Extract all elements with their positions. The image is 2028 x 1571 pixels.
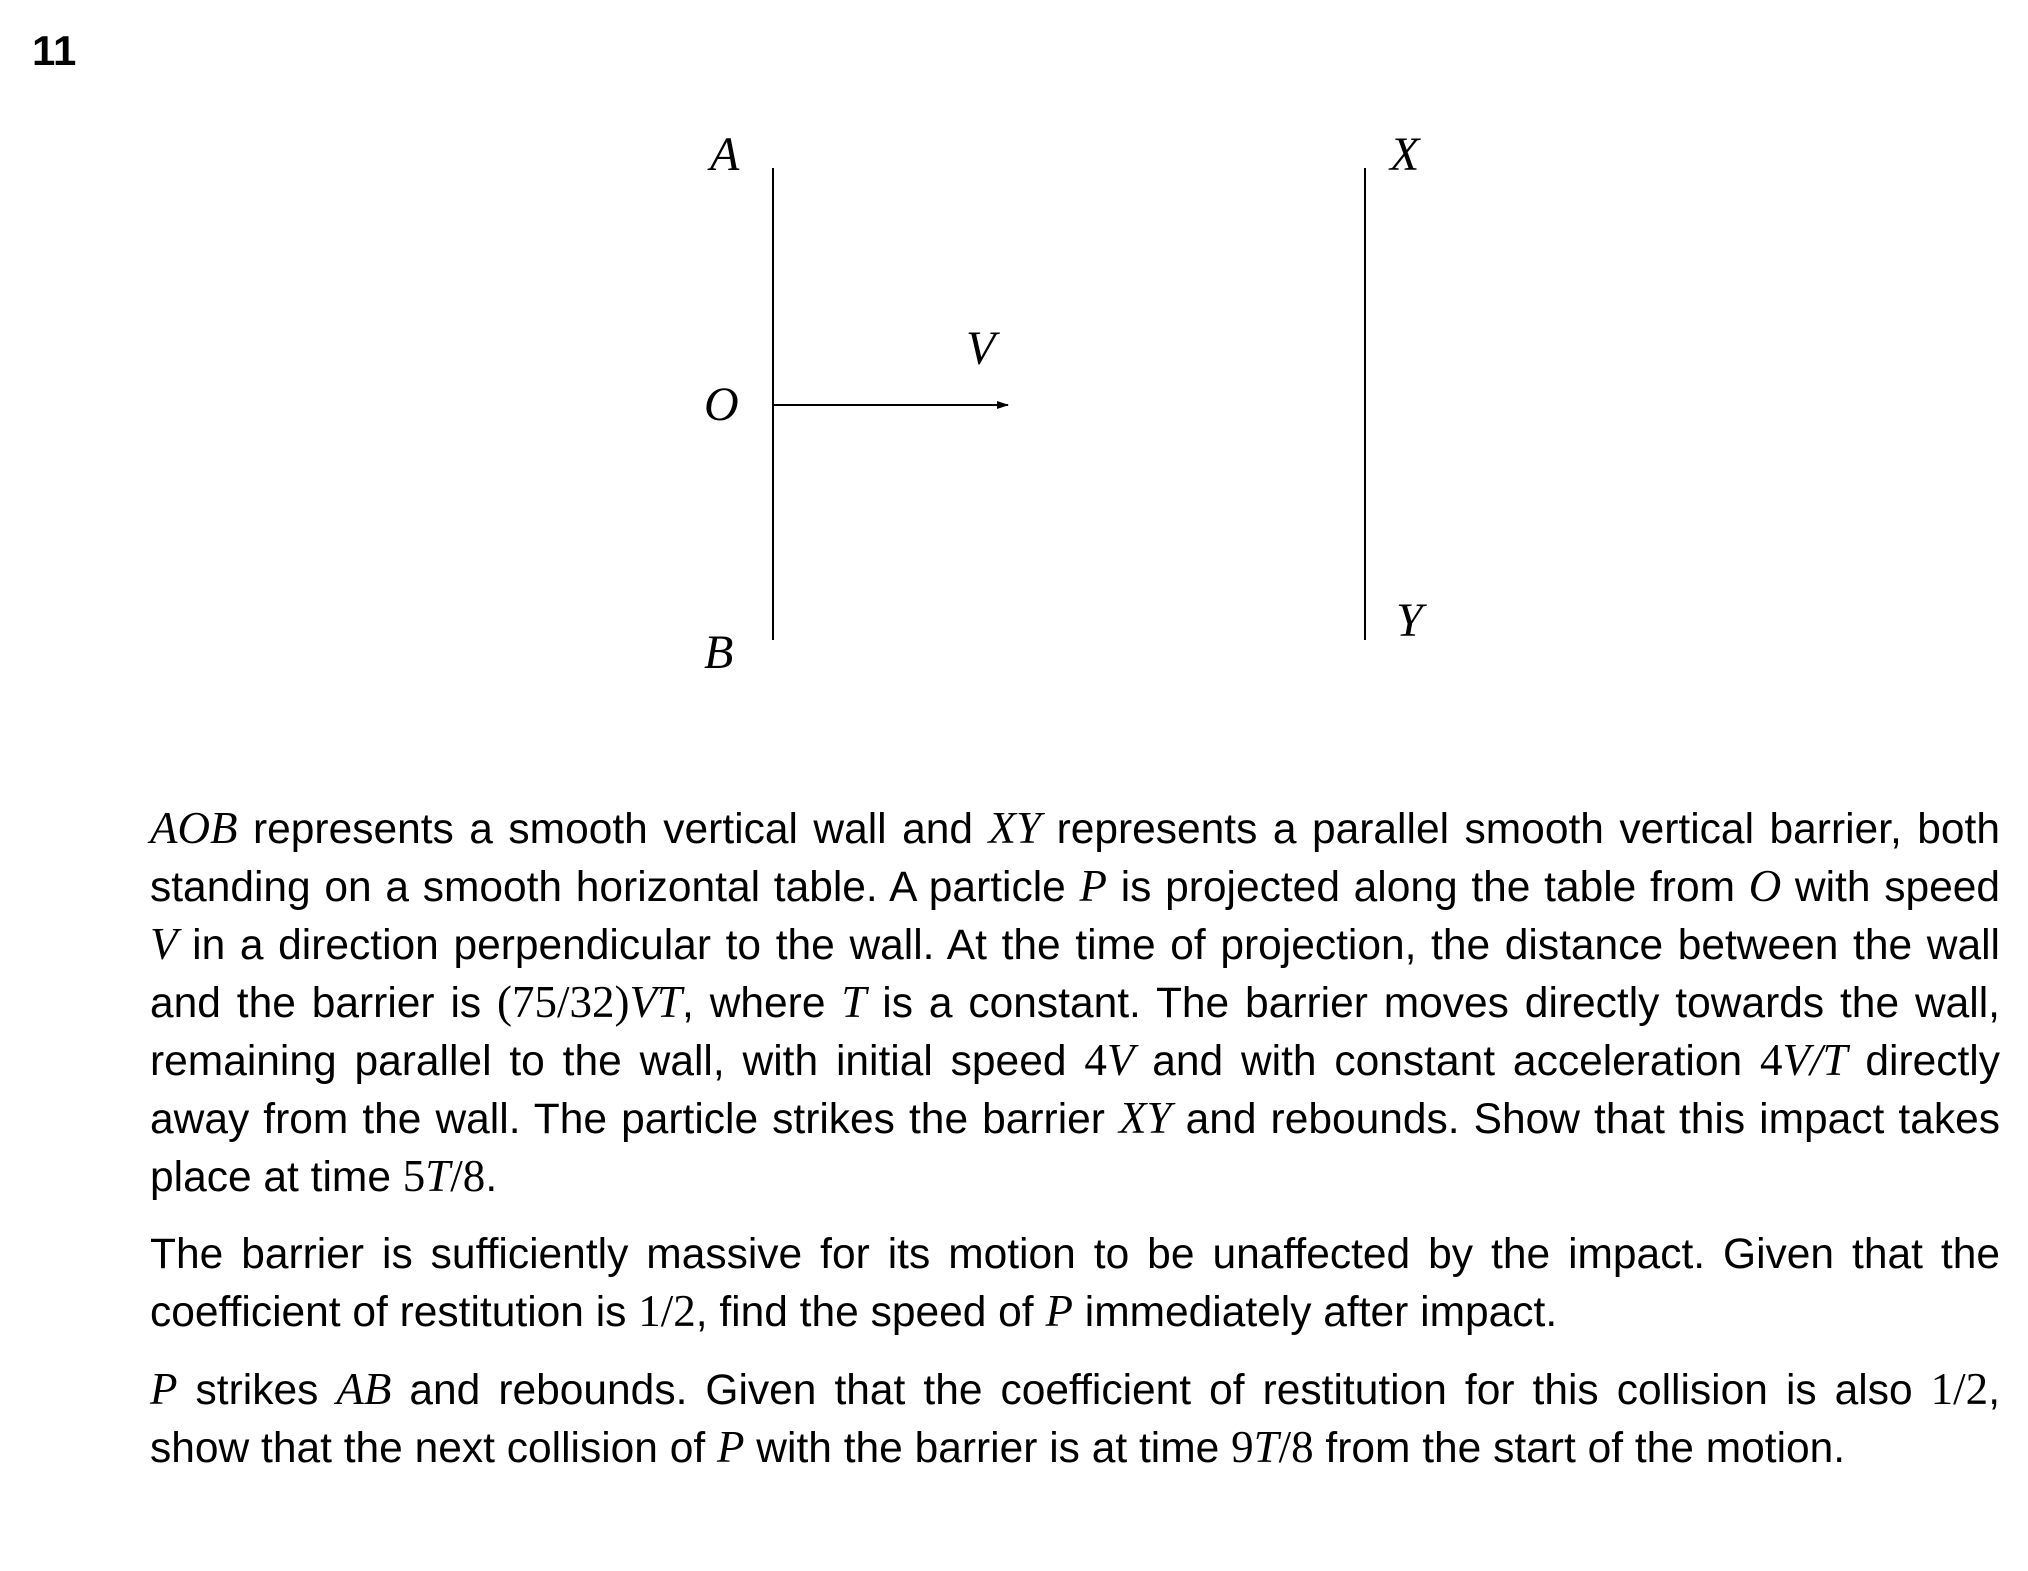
math-number: 9 xyxy=(1231,1422,1254,1472)
label-y: Y xyxy=(1396,594,1423,647)
label-x: X xyxy=(1390,128,1420,181)
text-run: The barrier is sufficiently massive for its motion to be unaffected by the impact. Given that the coefficient of restitution is xyxy=(150,1231,2000,1336)
math-number: 4 xyxy=(1084,1035,1107,1085)
math-number: 1/2 xyxy=(638,1286,696,1336)
math-symbol: V xyxy=(150,919,178,969)
text-run: strikes xyxy=(177,1367,337,1414)
text-run: and rebounds. Given that the coefficient of restitution for this collision is also xyxy=(391,1367,1931,1414)
label-o: O xyxy=(704,378,739,431)
math-symbol: V xyxy=(1106,1035,1135,1085)
text-run: is projected along the table from xyxy=(1107,864,1749,911)
text-run: and with constant acceleration xyxy=(1134,1038,1760,1085)
math-symbol: P xyxy=(1045,1286,1073,1336)
paragraph-2 xyxy=(150,1226,2000,1341)
math-number: /8 xyxy=(1278,1422,1314,1472)
label-v: V xyxy=(966,322,996,375)
math-symbol: O xyxy=(1748,861,1782,911)
math-symbol: T xyxy=(1253,1422,1279,1472)
math-symbol: T xyxy=(841,977,867,1027)
label-a: A xyxy=(710,128,740,181)
math-number: /8 xyxy=(450,1151,486,1201)
text-run: immediately after impact. xyxy=(1072,1289,1558,1336)
math-symbol: T xyxy=(425,1151,451,1201)
math-number: (75/32) xyxy=(497,977,630,1027)
text-run: with the barrier is at time xyxy=(744,1425,1232,1472)
math-symbol: XY xyxy=(1119,1093,1172,1143)
text-run: , where xyxy=(682,980,842,1027)
text-run: from the start of the motion. xyxy=(1313,1425,1846,1472)
math-symbol: XY xyxy=(988,803,1042,853)
text-run: directly away from the wall. The particle strikes the barrier xyxy=(150,1038,2000,1143)
wall-barrier-diagram xyxy=(0,0,2028,760)
text-run: . xyxy=(485,1154,498,1201)
question-number: 11 xyxy=(32,27,77,74)
math-number: 4 xyxy=(1759,1035,1783,1085)
question-text xyxy=(150,800,2000,1497)
text-run: , find the speed of xyxy=(695,1289,1046,1336)
text-run: represents a parallel smooth vertical barrier, both standing on a smooth horizontal table. A particle xyxy=(150,806,2001,911)
math-symbol: VT xyxy=(629,977,683,1027)
label-b: B xyxy=(704,626,734,679)
text-run: represents a smooth vertical wall and xyxy=(237,806,989,853)
text-run: in a direction perpendicular to the wall. At the time of projection, the distance between the wall and the barrier is xyxy=(150,922,2000,1027)
text-run: with speed xyxy=(1781,864,2000,911)
math-symbol: V/T xyxy=(1782,1035,1848,1085)
paragraph-1 xyxy=(150,800,2000,1206)
paragraph-3 xyxy=(150,1361,2000,1477)
math-symbol: AB xyxy=(336,1364,392,1414)
text-run: and rebounds. Show that this impact takes place at time xyxy=(150,1096,2000,1201)
math-symbol: P xyxy=(150,1364,178,1414)
text-run: is a constant. The barrier moves directly towards the wall, remaining parallel to the wall, with initial speed xyxy=(150,980,2000,1085)
math-symbol: AOB xyxy=(150,803,238,853)
math-symbol: P xyxy=(1079,861,1108,911)
math-number: 1/2 xyxy=(1930,1364,1989,1414)
math-number: 5 xyxy=(402,1151,426,1201)
math-symbol: P xyxy=(717,1422,745,1472)
text-run: , show that the next collision of xyxy=(150,1367,2000,1472)
